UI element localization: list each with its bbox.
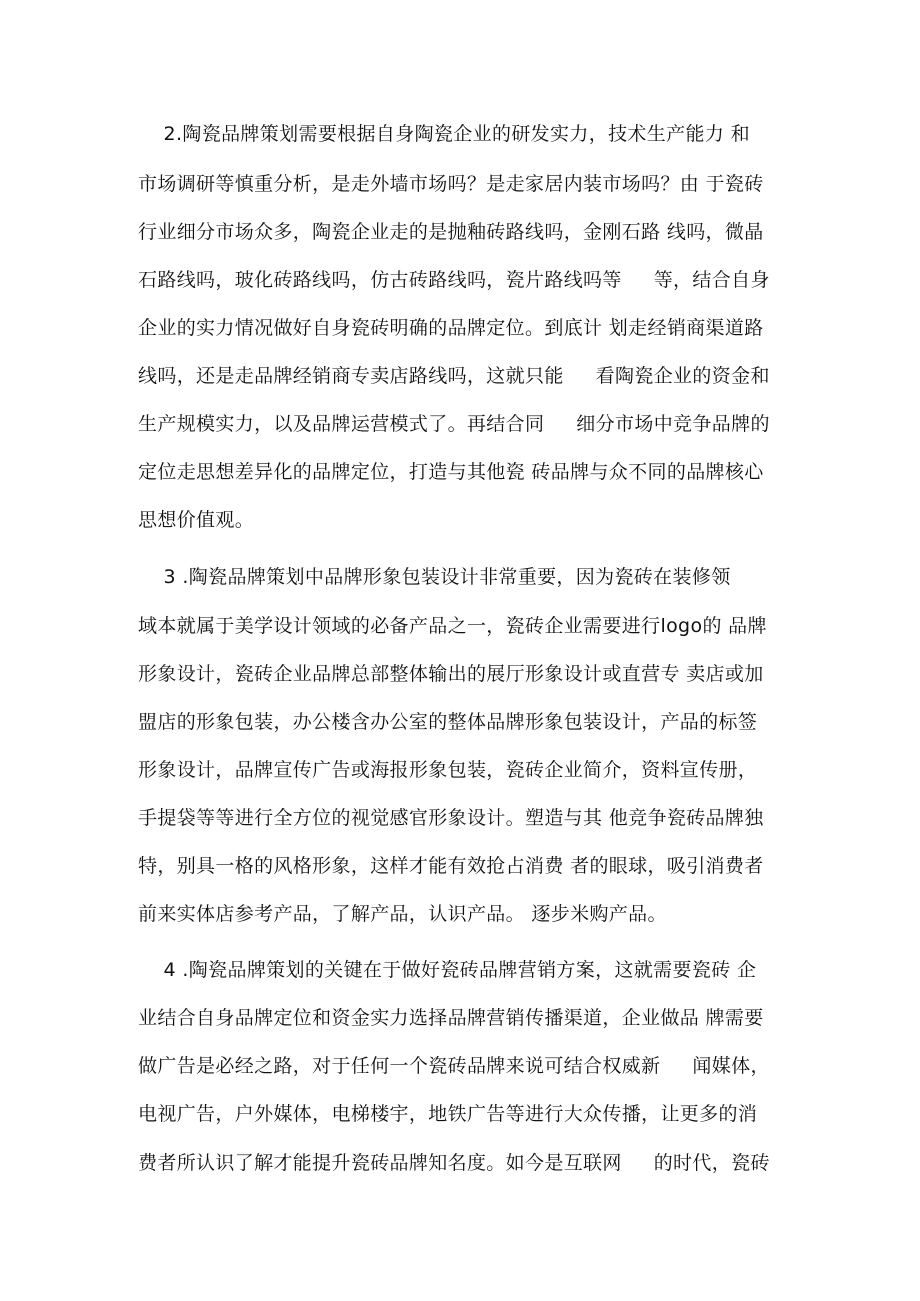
text-line: 企业的实力情况做好自身瓷砖明确的品牌定位。到底计 划走经销商渠道路 xyxy=(138,317,764,339)
text-line: 石路线吗，玻化砖路线吗，仿古砖路线吗，瓷片路线吗等 等，结合自身 xyxy=(138,269,770,291)
text-line: 业结合自身品牌定位和资金实力选择品牌营销传播渠道，企业做品 牌需要 xyxy=(138,1007,764,1029)
text-line: 做广告是必经之路，对于任何一个瓷砖品牌来说可结合权威新 闻媒体， xyxy=(138,1055,770,1077)
text-line: 4 .陶瓷品牌策划的关键在于做好瓷砖品牌营销方案，这就需要瓷砖 企 xyxy=(138,959,757,981)
text-line: 费者所认识了解才能提升瓷砖品牌知名度。如今是互联网 的时代，瓷砖 xyxy=(138,1152,770,1174)
text-line: 生产规模实力，以及品牌运营模式了。再结合同 细分市场中竞争品牌的 xyxy=(138,413,770,435)
text-line: 盟店的形象包装，办公楼含办公室的整体品牌形象包装设计，产品的标签 xyxy=(138,711,758,733)
text-line: 形象设计，品牌宣传广告或海报形象包装，瓷砖企业简介，资料宣传册， xyxy=(138,759,758,781)
text-line: 形象设计，瓷砖企业品牌总部整体输出的展厅形象设计或直营专 卖店或加 xyxy=(138,663,764,685)
text-line: 思想价值观。 xyxy=(138,509,255,531)
text-line: 市场调研等慎重分析，是走外墙市场吗？是走家居内装市场吗？由 于瓷砖 xyxy=(138,173,764,195)
text-line: 域本就属于美学设计领域的必备产品之一，瓷砖企业需要进行logo的 品牌 xyxy=(138,615,767,637)
text-line: 线吗，还是走品牌经销商专卖店路线吗，这就只能 看陶瓷企业的资金和 xyxy=(138,365,770,387)
text-line: 3 .陶瓷品牌策划中品牌形象包装设计非常重要，因为瓷砖在装修领 xyxy=(138,566,731,588)
text-line: 行业细分市场众多，陶瓷企业走的是抛釉砖路线吗，金刚石路 线吗，微晶 xyxy=(138,221,764,243)
text-line: 电视广告，户外媒体，电梯楼宇，地铁广告等进行大众传播，让更多的消 xyxy=(138,1103,758,1125)
text-line: 定位走思想差异化的品牌定位，打造与其他瓷 砖品牌与众不同的品牌核心 xyxy=(138,461,764,483)
text-line: 手提袋等等进行全方位的视觉感官形象设计。塑造与其 他竞争瓷砖品牌独 xyxy=(138,807,764,829)
text-line: 2.陶瓷品牌策划需要根据自身陶瓷企业的研发实力，技术生产能力 和 xyxy=(138,123,750,145)
text-line: 特，别具一格的风格形象，这样才能有效抢占消费 者的眼球，吸引消费者 xyxy=(138,855,764,877)
text-line: 前来实体店参考产品，了解产品，认识产品。 逐步米购产品。 xyxy=(138,903,667,925)
